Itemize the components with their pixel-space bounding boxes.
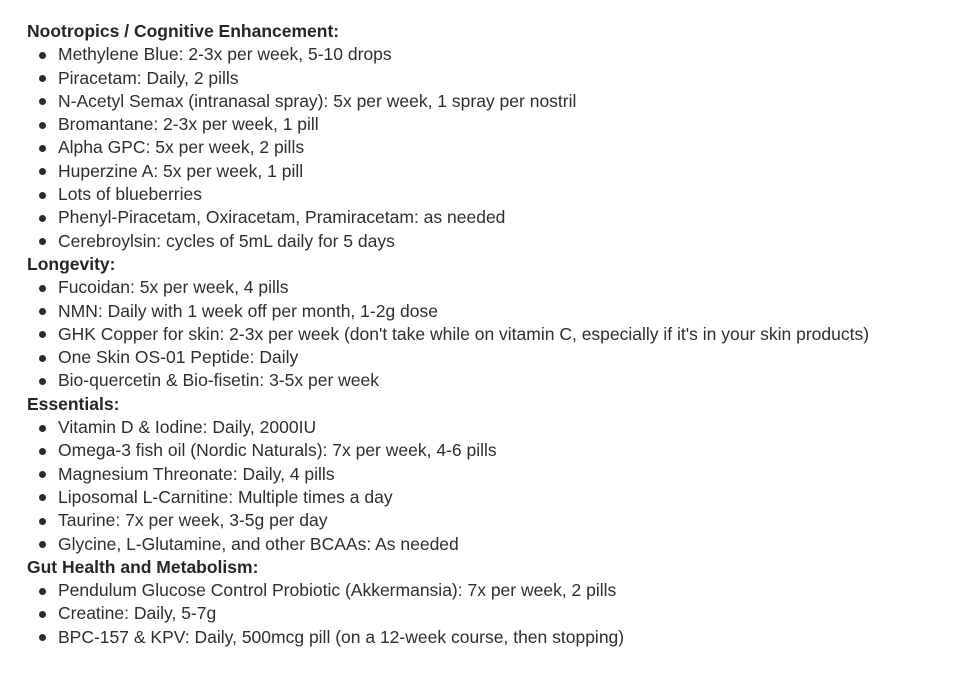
list-item-text: N-Acetyl Semax (intranasal spray): 5x per week, 1 spray per nostril xyxy=(58,90,577,111)
list-item-text: Pendulum Glucose Control Probiotic (Akkermansia): 7x per week, 2 pills xyxy=(58,580,617,601)
list-item xyxy=(27,276,959,299)
list-item-text: Huperzine A: 5x per week, 1 pill xyxy=(58,160,304,181)
list-item xyxy=(27,369,959,392)
list-item-text: Bio-quercetin & Bio-fisetin: 3-5x per week xyxy=(58,370,379,391)
bullet-dot-icon xyxy=(39,448,46,455)
list-item-text: One Skin OS-01 Peptide: Daily xyxy=(58,347,299,368)
list-item-text: Creatine: Daily, 5-7g xyxy=(58,603,217,624)
bullet-dot-icon xyxy=(39,168,46,175)
section-gut-health xyxy=(27,556,959,649)
list-item-text: GHK Copper for skin: 2-3x per week (don't take while on vitamin C, especially if it's in your skin products) xyxy=(58,323,870,344)
list-item xyxy=(27,160,959,183)
list-item xyxy=(27,486,959,509)
bullet-dot-icon xyxy=(39,192,46,199)
bullet-dot-icon xyxy=(39,215,46,222)
section-heading: Longevity: xyxy=(27,253,116,274)
bullet-dot-icon xyxy=(39,52,46,59)
section-heading: Nootropics / Cognitive Enhancement: xyxy=(27,21,340,41)
bullet-dot-icon xyxy=(39,611,46,618)
list-item xyxy=(27,602,959,625)
list-item xyxy=(27,533,959,556)
bullet-dot-icon xyxy=(39,425,46,432)
list-item xyxy=(27,206,959,229)
list-item-text: Bromantane: 2-3x per week, 1 pill xyxy=(58,114,319,135)
section-nootropics xyxy=(27,20,959,253)
list-item-text: Lots of blueberries xyxy=(58,184,202,205)
bullet-dot-icon xyxy=(39,541,46,548)
bullet-dot-icon xyxy=(39,588,46,595)
list-item xyxy=(27,463,959,486)
list-item xyxy=(27,346,959,369)
list-item-text: NMN: Daily with 1 week off per month, 1-2g dose xyxy=(58,300,438,321)
list-item xyxy=(27,67,959,90)
bullet-dot-icon xyxy=(39,471,46,478)
bullet-dot-icon xyxy=(39,285,46,292)
bullet-dot-icon xyxy=(39,518,46,525)
bullet-dot-icon xyxy=(39,494,46,501)
section-heading: Gut Health and Metabolism: xyxy=(27,556,259,577)
list-item-text: Alpha GPC: 5x per week, 2 pills xyxy=(58,137,305,158)
bullet-dot-icon xyxy=(39,122,46,129)
list-item xyxy=(27,579,959,602)
bullet-list xyxy=(27,579,959,649)
list-item-text: BPC-157 & KPV: Daily, 500mcg pill (on a 12-week course, then stopping) xyxy=(58,626,625,647)
list-item xyxy=(27,416,959,439)
list-item-text: Fucoidan: 5x per week, 4 pills xyxy=(58,277,289,298)
section-essentials xyxy=(27,393,959,556)
list-item xyxy=(27,183,959,206)
list-item xyxy=(27,90,959,113)
list-item-text: Omega-3 fish oil (Nordic Naturals): 7x per week, 4-6 pills xyxy=(58,440,497,461)
list-item xyxy=(27,113,959,136)
list-item-text: Cerebroylsin: cycles of 5mL daily for 5 days xyxy=(58,230,395,251)
list-item xyxy=(27,43,959,66)
list-item-text: Phenyl-Piracetam, Oxiracetam, Pramiracetam: as needed xyxy=(58,207,506,228)
list-item-text: Magnesium Threonate: Daily, 4 pills xyxy=(58,463,335,484)
bullet-list xyxy=(27,276,959,392)
bullet-dot-icon xyxy=(39,308,46,315)
list-item-text: Taurine: 7x per week, 3-5g per day xyxy=(58,510,328,531)
list-item-text: Methylene Blue: 2-3x per week, 5-10 drops xyxy=(58,44,392,65)
bullet-dot-icon xyxy=(39,75,46,82)
list-item xyxy=(27,230,959,253)
list-item xyxy=(27,439,959,462)
section-heading: Essentials: xyxy=(27,393,120,414)
bullet-dot-icon xyxy=(39,145,46,152)
bullet-dot-icon xyxy=(39,98,46,105)
list-item-text: Glycine, L-Glutamine, and other BCAAs: As needed xyxy=(58,533,459,554)
list-item xyxy=(27,626,959,649)
bullet-list xyxy=(27,43,959,253)
list-item-text: Vitamin D & Iodine: Daily, 2000IU xyxy=(58,417,317,438)
list-item xyxy=(27,136,959,159)
list-item xyxy=(27,300,959,323)
section-longevity xyxy=(27,253,959,393)
bullet-dot-icon xyxy=(39,238,46,245)
bullet-dot-icon xyxy=(39,355,46,362)
list-item xyxy=(27,509,959,532)
bullet-dot-icon xyxy=(39,378,46,385)
bullet-list xyxy=(27,416,959,556)
bullet-dot-icon xyxy=(39,634,46,641)
list-item-text: Liposomal L-Carnitine: Multiple times a day xyxy=(58,486,393,507)
list-item xyxy=(27,323,959,346)
list-item-text: Piracetam: Daily, 2 pills xyxy=(58,67,239,88)
bullet-dot-icon xyxy=(39,331,46,338)
